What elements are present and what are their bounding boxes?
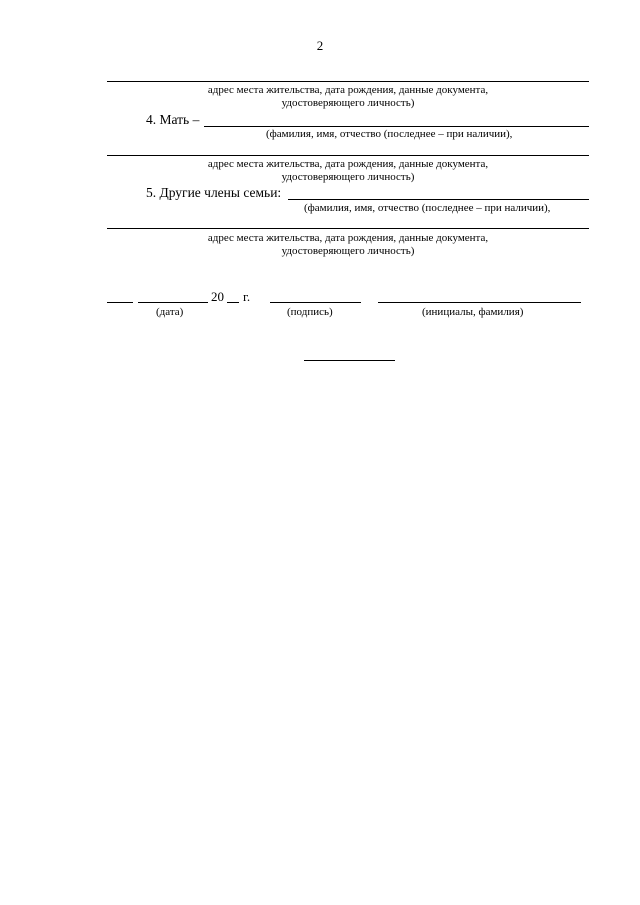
initials-surname-field[interactable] — [378, 302, 581, 303]
other-members-address-field[interactable] — [107, 228, 589, 229]
father-address-caption-line2: удостоверяющего личность) — [281, 97, 415, 109]
other-members-address-caption-line1: адрес места жительства, дата рождения, данные документа, — [207, 232, 489, 244]
other-members-address-caption-line2: удостоверяющего личность) — [281, 245, 415, 257]
mother-address-caption-line1: адрес места жительства, дата рождения, данные документа, — [207, 158, 489, 170]
signature-caption: (подпись) — [287, 306, 333, 318]
date-month-field[interactable] — [138, 302, 208, 303]
father-address-line — [107, 81, 589, 82]
name-caption: (инициалы, фамилия) — [422, 306, 524, 318]
page-number: 2 — [316, 38, 324, 53]
father-address-caption-line1: адрес места жительства, дата рождения, данные документа, — [207, 84, 489, 96]
date-year-field[interactable] — [227, 302, 239, 303]
signature-field[interactable] — [270, 302, 361, 303]
date-year-suffix: г. — [243, 289, 251, 304]
date-caption: (дата) — [156, 306, 184, 318]
mother-address-caption-line2: удостоверяющего личность) — [281, 171, 415, 183]
mother-address-field[interactable] — [107, 155, 589, 156]
other-members-name-field[interactable] — [288, 199, 589, 200]
end-separator — [304, 360, 395, 361]
mother-name-hint: (фамилия, имя, отчество (последнее – при наличии), — [266, 128, 513, 140]
date-year-prefix: 20 — [211, 289, 224, 304]
mother-label: 4. Мать – — [146, 112, 200, 127]
date-day-field[interactable] — [107, 302, 133, 303]
mother-name-field[interactable] — [204, 126, 589, 127]
other-members-label: 5. Другие члены семьи: — [146, 185, 282, 200]
other-members-name-hint: (фамилия, имя, отчество (последнее – при наличии), — [304, 202, 551, 214]
